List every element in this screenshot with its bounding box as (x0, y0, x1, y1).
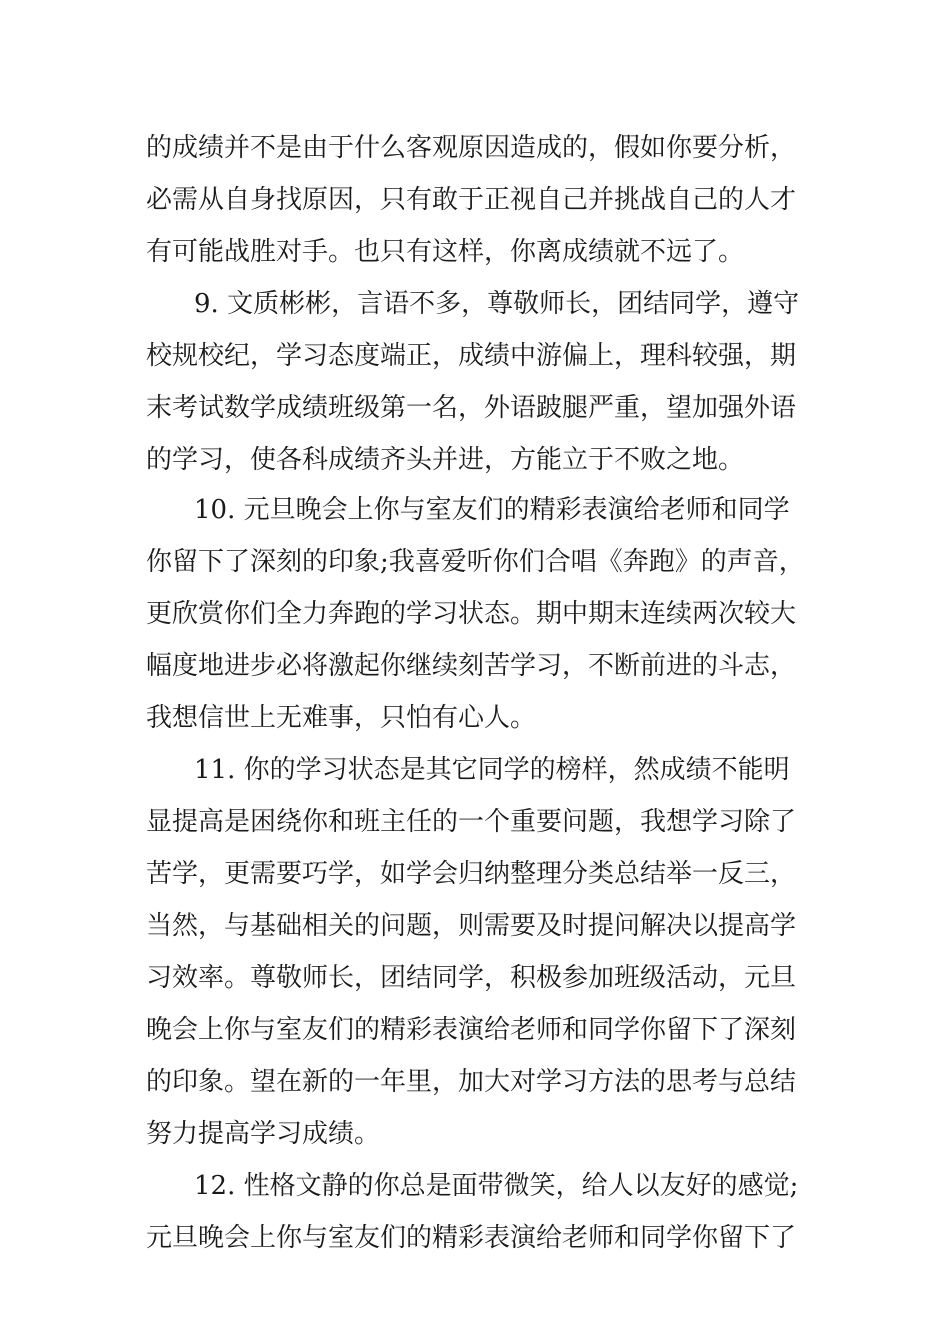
text-line: 有可能战胜对手。也只有这样，你离成绩就不远了。 (146, 237, 745, 267)
text-line: 必需从自身找原因，只有敢于正视自己并挑战自己的人才 (146, 185, 797, 215)
text-line: 晚会上你与室友们的精彩表演给老师和同学你留下了深刻 (146, 1015, 797, 1045)
paragraph-11-first-line: 11. 你的学习状态是其它同学的榜样，然成绩不能明 (194, 755, 790, 785)
text-line: 的印象。望在新的一年里，加大对学习方法的思考与总结 (146, 1067, 797, 1097)
text-line: 幅度地进步必将激起你继续刻苦学习，不断前进的斗志， (146, 651, 797, 681)
text-line: 的成绩并不是由于什么客观原因造成的，假如你要分析， (146, 133, 797, 163)
paragraph-9-first-line: 9. 文质彬彬，言语不多，尊敬师长，团结同学，遵守 (194, 289, 800, 319)
text-line: 你留下了深刻的印象;我喜爱听你们合唱《奔跑》的声音， (146, 547, 805, 577)
paragraph-10-first-line: 10. 元旦晚会上你与室友们的精彩表演给老师和同学 (194, 495, 790, 525)
text-line: 苦学，更需要巧学，如学会归纳整理分类总结举一反三， (146, 859, 797, 889)
text-line: 显提高是困绕你和班主任的一个重要问题，我想学习除了 (146, 807, 797, 837)
text-line: 我想信世上无难事，只怕有心人。 (146, 703, 537, 733)
text-line: 校规校纪，学习态度端正，成绩中游偏上，理科较强，期 (146, 341, 797, 371)
text-line: 元旦晚会上你与室友们的精彩表演给老师和同学你留下了 (146, 1223, 797, 1253)
text-line: 的学习，使各科成绩齐头并进，方能立于不败之地。 (146, 445, 745, 475)
text-line: 努力提高学习成绩。 (146, 1119, 381, 1149)
text-line: 更欣赏你们全力奔跑的学习状态。期中期末连续两次较大 (146, 599, 797, 629)
paragraph-12-first-line: 12. 性格文静的你总是面带微笑，给人以友好的感觉; (194, 1171, 799, 1201)
text-line: 当然，与基础相关的问题，则需要及时提问解决以提高学 (146, 911, 797, 941)
text-line: 习效率。尊敬师长，团结同学，积极参加班级活动，元旦 (146, 963, 797, 993)
text-line: 末考试数学成绩班级第一名，外语跛腿严重，望加强外语 (146, 393, 797, 423)
